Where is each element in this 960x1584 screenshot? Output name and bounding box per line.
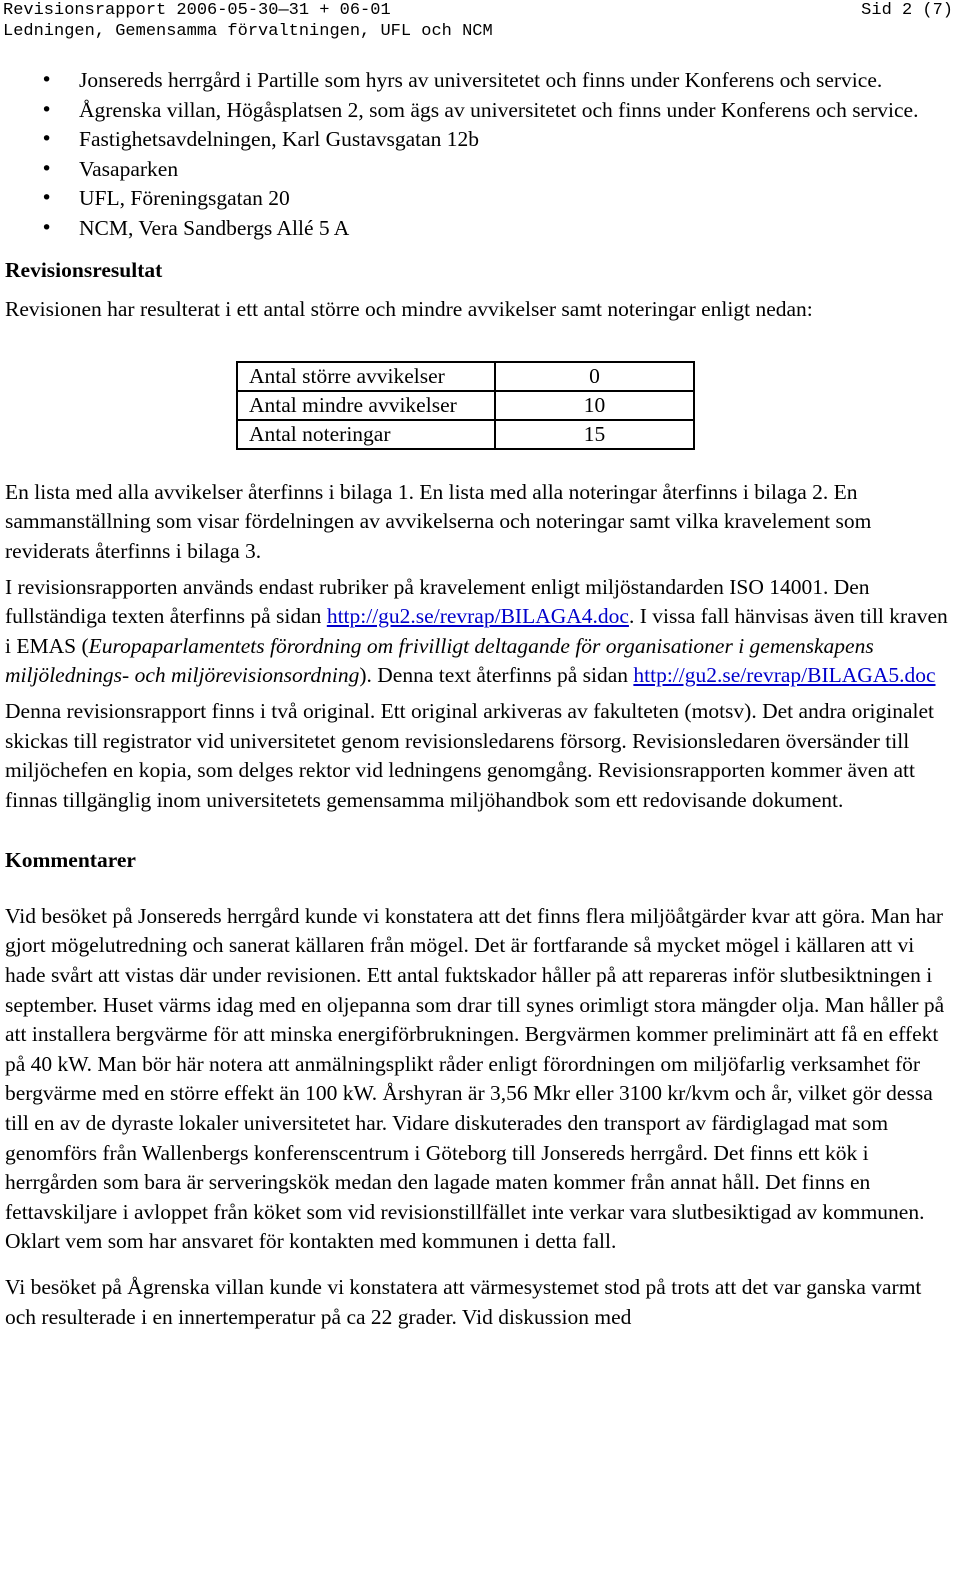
table-cell-value: 15 [495,420,694,449]
table-cell-value: 0 [495,362,694,391]
running-subheader: Ledningen, Gemensamma förvaltningen, UFL och NCM [3,22,493,41]
bilaga4-link[interactable]: http://gu2.se/revrap/BILAGA4.doc [326,604,629,629]
table-cell-label: Antal noteringar [237,420,495,449]
table-cell-value: 10 [495,391,694,420]
table-row [237,362,694,391]
bilaga5-link[interactable]: http://gu2.se/revrap/BILAGA5.doc [633,663,936,688]
originals-paragraph: Denna revisionsrapport finns i två original. Ett original arkiveras av fakulteten (motsv). Det andra originalet skickas till registrator vid universitetet genom revisionsledarens försorg. Revisionsledaren översänder till miljöchefen en kopia, som delges rektor vid ledningens genomgång. Revisionsrapporten kommer även att finnas tillgänglig inom universitetets gemensamma miljöhandbok som ett redovisande dokument. [5,698,934,812]
location-list [5,66,953,244]
results-intro: Revisionen har resulterat i ett antal större och mindre avvikelser samt noteringar enligt nedan: [5,297,813,322]
list-item: • UFL, Föreningsgatan 20 [79,184,953,214]
section-heading-results: Revisionsresultat [5,257,163,282]
comments-paragraph-1: Vid besöket på Jonsereds herrgård kunde vi konstatera att det finns flera miljöåtgärder kvar att göra. Man har gjort mögelutredning och sanerat källaren från mögel. Det är fortfarande så mycket mögel i källaren att vi hade svårt att vistas där under revisionen. Ett antal fuktskador håller på att repareras inför slutbesiktningen i september. Huset värms idag med en oljepanna som drar till synes orimligt stora mängder olja. Man håller på att installera bergvärme för att minska energiförbrukningen. Bergvärmen kommer preliminärt att få en effekt på 40 kW. Man bör här notera att anmälningsplikt råder enligt förordningen om miljöfarlig verksamhet för bergvärme med en större effekt än 100 kW. Årshyran är 3,56 Mkr eller 3100 kr/kvm och år, vilket gör dessa till en av de dyraste lokaler universitetet har. Vidare diskuterades den transport av färdiglagad mat som genomförs från Wallenbergs konferenscentrum i Göteborg till Jonsereds herrgård. Det finns ett kök i herrgården som bara är serveringskök medan den lagade maten kommer från annat håll. Det finns en fettavskiljare i avloppet från köket som vid revisionstillfället inte verkar vara slutbesiktigad av kommunen. Oklart vem som har ansvaret för kontakten med kommunen i detta fall. [5,903,945,1254]
table-row [237,420,694,449]
comments-paragraph-2: Vi besöket på Ågrenska villan kunde vi konstatera att värmesystemet stod på trots att det var ganska varmt och resulterade i en innertemperatur på ca 22 grader. Vid diskussion med [5,1275,922,1329]
list-item: • NCM, Vera Sandbergs Allé 5 A [79,214,953,244]
standards-text-c: ). Denna text återfinns på sidan [359,663,634,688]
page-number: Sid 2 (7) [861,1,953,20]
running-header [3,0,953,22]
report-title: Revisionsrapport 2006-05-30—31 + 06-01 [3,1,391,20]
standards-text-b: . I vissa fall hänvisas även till kraven i EMAS ( [5,604,948,658]
table-row [237,391,694,420]
standards-text-a: I revisionsrapporten används endast rubriker på kravelement enligt miljöstandarden ISO 14001. Den fullständiga texten återfinns på sidan [5,574,870,629]
emas-title: Europaparlamentets förordning om frivilligt deltagande för organisationer i gemenskapens miljölednings- och miljörevisionsordning [5,633,874,688]
table-cell-label: Antal större avvikelser [237,362,495,391]
document-body [5,66,953,1332]
list-item: • Vasaparken [79,155,953,185]
appendix-paragraph: En lista med alla avvikelser återfinns i bilaga 1. En lista med alla noteringar återfinns i bilaga 2. En sammanställning som visar fördelningen av avvikelserna och noteringar samt vilka kravelement som reviderats återfinns i bilaga 3. [5,479,872,563]
summary-table [236,361,695,450]
table-cell-label: Antal mindre avvikelser [237,391,495,420]
list-item: • Fastighetsavdelningen, Karl Gustavsgatan 12b [79,125,953,155]
list-item: • Jonsereds herrgård i Partille som hyrs av universitetet och finns under Konferens och service. [79,66,953,96]
summary-table-wrap [236,361,953,450]
section-heading-comments: Kommentarer [5,848,136,873]
list-item: • Ågrenska villan, Högåsplatsen 2, som ägs av universitetet och finns under Konferens och service. [79,96,953,126]
standards-paragraph [5,573,953,691]
